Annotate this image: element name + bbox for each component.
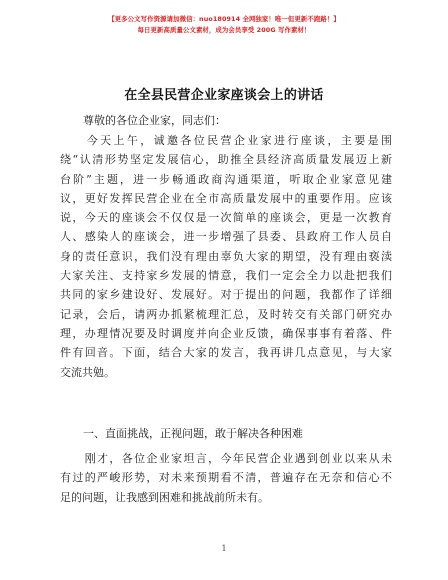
- paragraph-1-line: 件有回音。下面，结合大家的发言，我再讲几点意见，与大家: [60, 346, 392, 360]
- salutation: 尊敬的各位企业家，同志们：: [83, 114, 226, 127]
- page-number: 1: [221, 544, 227, 553]
- paragraph-1-line: 今天上午，诚邀各位民营企业家进行座谈，主要是围: [60, 134, 392, 147]
- paragraph-1-line: 交流共勉。: [60, 365, 115, 379]
- paragraph-1-line: 议，更好发挥民营企业在全市高质量发展中的重要作用。应该: [60, 191, 392, 205]
- section-1-heading: 一、直面挑战，正视问题，敢于解决各种困难: [83, 427, 303, 440]
- document-title: 在全县民营企业家座谈会上的讲话: [124, 88, 324, 103]
- paragraph-1-line: 说，今天的座谈会不仅仅是一次简单的座谈会，更是一次教育: [60, 211, 392, 225]
- paragraph-1-line: 记录，会后，请两办抓紧梳理汇总，及时转交有关部门研究办: [60, 307, 392, 321]
- paragraph-1: [60, 131, 392, 382]
- paragraph-2: [60, 449, 392, 507]
- paragraph-1-line: 大家关注、支持家乡发展的情意，我们一定会全力以赴把我们: [60, 269, 392, 283]
- promo-banner: [0, 14, 448, 35]
- paragraph-2-line: 足的问题，让我感到困难和挑战前所未有。: [60, 490, 269, 504]
- paragraph-1-line: 共同的家乡建设好、发展好。对于提出的问题，我都作了详细: [60, 288, 392, 302]
- paragraph-1-line: 人、感染人的座谈会，进一步增强了县委、县政府工作人员自: [60, 230, 392, 244]
- paragraph-1-line: 身的责任意识，我们没有理由辜负大家的期望，没有理由亵渎: [60, 249, 392, 263]
- paragraph-1-line: 理，办理情况要及时调度并向企业反馈，确保事事有着落、件: [60, 326, 392, 340]
- paragraph-1-line: 台阶”主题，进一步畅通政商沟通渠道，听取企业家意见建: [60, 172, 392, 186]
- paragraph-1-line: 绕“认清形势坚定发展信心，助推全县经济高质量发展迈上新: [60, 153, 392, 167]
- paragraph-2-line: 刚才，各位企业家坦言，今年民营企业遇到创业以来从未: [60, 452, 392, 465]
- paragraph-2-line: 有过的严峻形势，对未来预期看不清，普遍存在无奈和信心不: [60, 471, 392, 485]
- promo-banner-line2: 每日更新高质量公文素材，成为会员享受 200G 写作素材！: [137, 26, 311, 34]
- promo-banner-line1: 【更多公文写作资源请加微信：nuo180914 全网独家！唯一但更新不跑路！】: [108, 15, 340, 23]
